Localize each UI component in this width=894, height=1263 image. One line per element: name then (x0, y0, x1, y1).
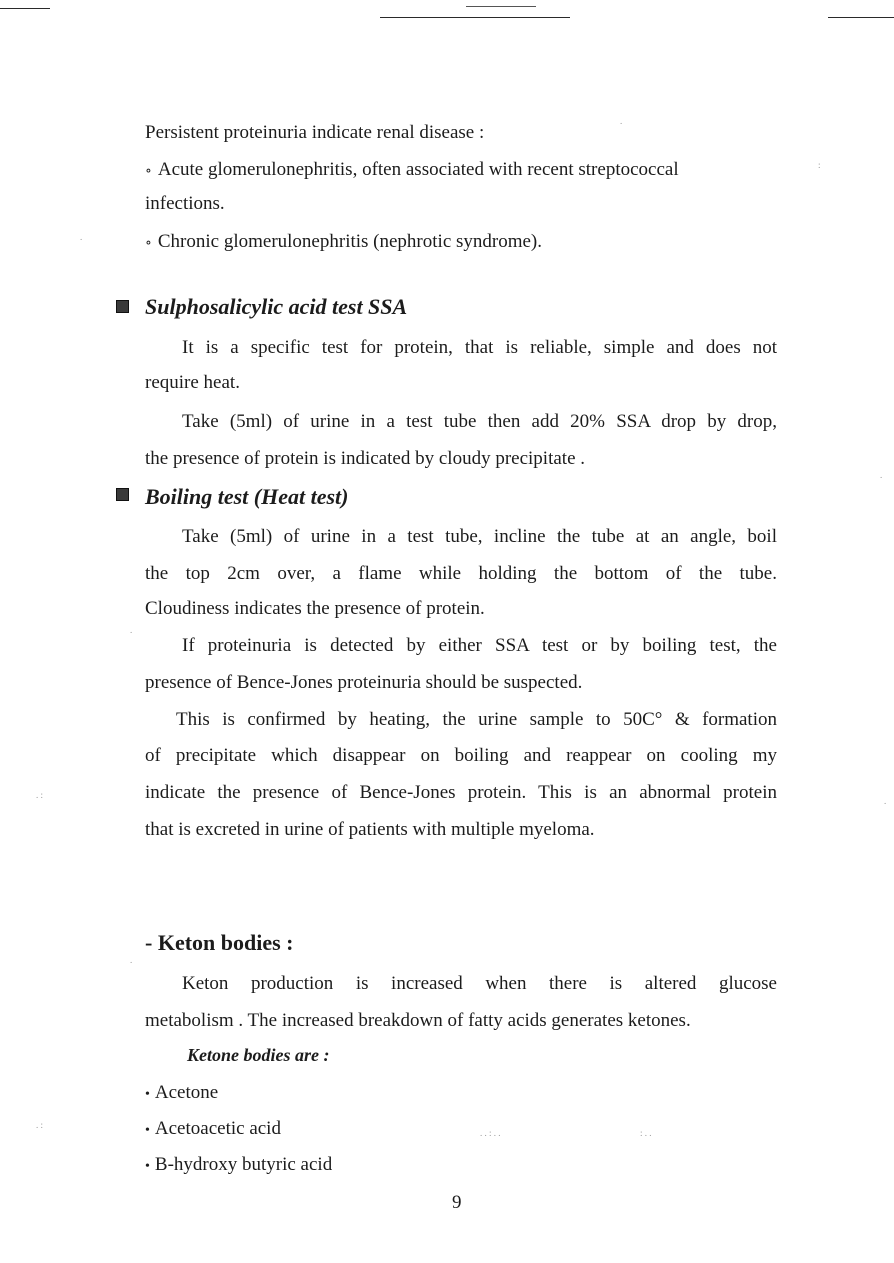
page-number: 9 (452, 1192, 462, 1213)
top-rule-left (0, 8, 50, 9)
scan-speck: . . : . . (480, 1128, 501, 1138)
keton-p1-line1: Keton production is increased when there is altered glucose (182, 973, 777, 994)
scan-speck: . (130, 955, 133, 965)
ketone-item-2 (145, 1117, 281, 1143)
scan-speck: : (818, 160, 821, 170)
top-rule-center (380, 17, 570, 18)
ketone-bodies-subheading: Ketone bodies are : (187, 1045, 330, 1065)
boiling-p1-line2: the top 2cm over, a flame while holding the bottom of the tube. (145, 563, 777, 584)
scan-speck: . (880, 470, 883, 480)
ssa-p1-line2: require heat. (145, 372, 240, 393)
scan-speck: . : (36, 1120, 44, 1130)
scan-speck: . (130, 625, 133, 635)
ketone-item-3-text: B-hydroxy butyric acid (154, 1154, 333, 1175)
ketone-item-1 (145, 1081, 218, 1107)
bullet-mark: ∘ (145, 236, 152, 251)
scan-speck: . (80, 232, 83, 242)
boiling-heading: Boiling test (Heat test) (145, 484, 349, 509)
ketone-item-1-text: Acetone (154, 1082, 219, 1103)
keton-p1-line2: metabolism . The increased breakdown of fatty acids generates ketones. (145, 1010, 691, 1031)
scan-speck: . : (36, 790, 44, 800)
scan-speck: . (620, 116, 623, 126)
ketone-item-3 (145, 1153, 332, 1179)
square-bullet-icon (116, 300, 129, 313)
intro-bullet-2-text: Chronic glomerulonephritis (nephrotic syndrome). (157, 231, 543, 252)
scan-speck: : . . (640, 1128, 652, 1138)
boiling-p2-line1: If proteinuria is detected by either SSA test or by boiling test, the (182, 635, 777, 656)
top-rule-center-short (466, 6, 536, 7)
bullet-mark: • (145, 1087, 150, 1102)
ssa-p2-line2: the presence of protein is indicated by cloudy precipitate . (145, 448, 586, 469)
boiling-p3-line4: that is excreted in urine of patients with multiple myeloma. (145, 819, 595, 840)
top-rule-right (828, 17, 894, 18)
intro-bullet-2 (145, 230, 542, 256)
keton-heading: - Keton bodies : (145, 930, 294, 955)
boiling-p3-line1: This is confirmed by heating, the urine sample to 50C° & formation (176, 709, 777, 730)
intro-lead: Persistent proteinuria indicate renal disease : (145, 122, 485, 143)
bullet-mark: ∘ (145, 164, 152, 179)
square-bullet-icon (116, 488, 129, 501)
intro-bullet-1 (145, 158, 777, 184)
boiling-p2-line2: presence of Bence-Jones proteinuria should be suspected. (145, 672, 583, 693)
intro-bullet-1-cont: infections. (145, 193, 225, 214)
intro-bullet-1-text: Acute glomerulonephritis, often associated with recent streptococcal (157, 159, 679, 180)
bullet-mark: • (145, 1159, 150, 1174)
boiling-p3-line3: indicate the presence of Bence-Jones protein. This is an abnormal protein (145, 782, 777, 803)
scan-speck: . (884, 796, 887, 806)
boiling-p3-line2: of precipitate which disappear on boiling and reappear on cooling my (145, 745, 777, 766)
bullet-mark: • (145, 1123, 150, 1138)
boiling-p1-line3: Cloudiness indicates the presence of protein. (145, 598, 485, 619)
ssa-p1-line1: It is a specific test for protein, that is reliable, simple and does not (182, 337, 777, 358)
boiling-p1-line1: Take (5ml) of urine in a test tube, incline the tube at an angle, boil (182, 526, 777, 547)
ketone-item-2-text: Acetoacetic acid (154, 1118, 281, 1139)
ssa-p2-line1: Take (5ml) of urine in a test tube then add 20% SSA drop by drop, (182, 411, 777, 432)
ssa-heading: Sulphosalicylic acid test SSA (145, 294, 408, 319)
